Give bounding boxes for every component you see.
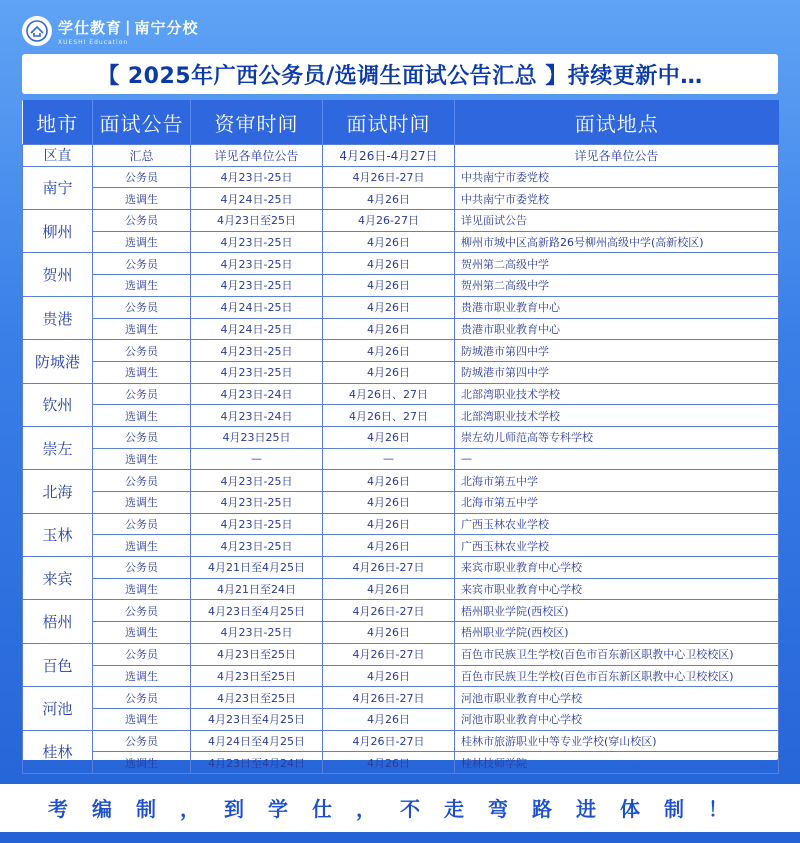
table-row [23,622,779,644]
type-cell: 选调生 [93,578,191,600]
type-cell: 公务员 [93,166,191,188]
type-cell: 选调生 [93,318,191,340]
table-row [23,578,779,600]
location-cell: 贵港市职业教育中心 [455,318,779,340]
review-cell: 4月23日-25日 [191,535,323,557]
type-cell: 公务员 [93,253,191,275]
type-cell: 公务员 [93,513,191,535]
review-cell: 4月21日至4月25日 [191,557,323,579]
city-cell: 玉林 [23,513,93,556]
interview-cell: 4月26-27日 [323,210,455,232]
type-cell: 公务员 [93,687,191,709]
interview-cell: 4月26日 [323,513,455,535]
table-row [23,210,779,232]
city-cell: 桂林 [23,730,93,773]
type-cell: 公务员 [93,600,191,622]
table-row [23,426,779,448]
interview-cell: 4月26日-27日 [323,600,455,622]
location-cell: 桂林技师学院 [455,752,779,774]
city-cell: 北海 [23,470,93,513]
type-cell: 选调生 [93,231,191,253]
schedule-table-card [22,100,778,770]
location-cell: 百色市民族卫生学校(百色市百东新区职教中心卫校校区) [455,665,779,687]
logo-icon [22,16,52,46]
table-row [23,752,779,774]
table-row [23,405,779,427]
table-row [23,600,779,622]
brand-separator: | [125,18,132,36]
interview-cell: 4月26日、27日 [323,383,455,405]
review-cell: 4月23日至4月25日 [191,600,323,622]
interview-cell: 4月26日 [323,231,455,253]
table-row [23,730,779,752]
header-notice: 面试公告 [93,100,191,145]
review-cell: 详见各单位公告 [191,145,323,167]
schedule-table [22,100,779,774]
table-row [23,166,779,188]
interview-cell: 4月26日 [323,622,455,644]
type-cell: 公务员 [93,340,191,362]
table-row [23,253,779,275]
type-cell: 选调生 [93,188,191,210]
location-cell: — [455,448,779,470]
city-cell: 河池 [23,687,93,730]
review-cell: 4月24日-25日 [191,188,323,210]
location-cell: 百色市民族卫生学校(百色市百东新区职教中心卫校校区) [455,643,779,665]
review-cell: 4月23日-25日 [191,361,323,383]
table-row [23,470,779,492]
table-header-row [23,100,779,145]
location-cell: 贵港市职业教育中心 [455,296,779,318]
type-cell: 公务员 [93,643,191,665]
type-cell: 选调生 [93,405,191,427]
location-cell: 梧州职业学院(西校区) [455,600,779,622]
brand-sub: XUESHI Education [58,38,129,46]
city-cell: 钦州 [23,383,93,426]
location-cell: 详见面试公告 [455,210,779,232]
header-review: 资审时间 [191,100,323,145]
location-cell: 北部湾职业技术学校 [455,383,779,405]
review-cell: 4月23日-25日 [191,231,323,253]
table-row [23,643,779,665]
review-cell: 4月23日-25日 [191,340,323,362]
review-cell: 4月23日-25日 [191,492,323,514]
table-row [23,513,779,535]
location-cell: 桂林市旅游职业中等专业学校(穿山校区) [455,730,779,752]
review-cell: 4月24日-25日 [191,296,323,318]
city-cell: 贺州 [23,253,93,296]
table-row [23,340,779,362]
type-cell: 公务员 [93,296,191,318]
interview-cell: 4月26日-27日 [323,166,455,188]
table-row-quxia [23,145,779,167]
header-location: 面试地点 [455,100,779,145]
type-cell: 选调生 [93,708,191,730]
table-row [23,535,779,557]
city-cell: 区直 [23,145,93,167]
review-cell: 4月23日-25日 [191,166,323,188]
table-row [23,296,779,318]
location-cell: 柳州市城中区高新路26号柳州高级中学(高新校区) [455,231,779,253]
review-cell: 4月23日-24日 [191,383,323,405]
location-cell: 贺州第二高级中学 [455,253,779,275]
interview-cell: 4月26日 [323,426,455,448]
location-cell: 梧州职业学院(西校区) [455,622,779,644]
type-cell: 公务员 [93,557,191,579]
location-cell: 中共南宁市委党校 [455,188,779,210]
interview-cell: 4月26日 [323,470,455,492]
review-cell: 4月23日至25日 [191,210,323,232]
location-cell: 广西玉林农业学校 [455,535,779,557]
type-cell: 选调生 [93,622,191,644]
location-cell: 详见各单位公告 [455,145,779,167]
notice-cell: 汇总 [93,145,191,167]
review-cell: 4月23日-25日 [191,513,323,535]
brand-branch: 南宁分校 [134,18,199,37]
table-row [23,383,779,405]
type-cell: 选调生 [93,448,191,470]
table-body [23,145,779,774]
city-cell: 贵港 [23,296,93,339]
interview-cell: 4月26日 [323,752,455,774]
review-cell: 4月23日-25日 [191,622,323,644]
table-row [23,231,779,253]
interview-cell: 4月26日-4月27日 [323,145,455,167]
location-cell: 中共南宁市委党校 [455,166,779,188]
review-cell: 4月23日-25日 [191,275,323,297]
interview-cell: 4月26日 [323,535,455,557]
table-row [23,492,779,514]
brand-name: 学仕教育 [58,18,123,37]
interview-cell: — [323,448,455,470]
interview-cell: 4月26日 [323,665,455,687]
interview-cell: 4月26日、27日 [323,405,455,427]
header-city: 地市 [23,100,93,145]
location-cell: 来宾市职业教育中心学校 [455,578,779,600]
table-row [23,318,779,340]
interview-cell: 4月26日-27日 [323,557,455,579]
location-cell: 北海市第五中学 [455,492,779,514]
city-cell: 梧州 [23,600,93,643]
city-cell: 崇左 [23,426,93,469]
table-row [23,275,779,297]
interview-cell: 4月26日-27日 [323,687,455,709]
city-cell: 南宁 [23,166,93,209]
interview-cell: 4月26日 [323,708,455,730]
review-cell: — [191,448,323,470]
review-cell: 4月23日-25日 [191,470,323,492]
type-cell: 公务员 [93,210,191,232]
type-cell: 选调生 [93,492,191,514]
review-cell: 4月24日-25日 [191,318,323,340]
type-cell: 选调生 [93,665,191,687]
interview-cell: 4月26日 [323,296,455,318]
city-cell: 来宾 [23,557,93,600]
type-cell: 公务员 [93,383,191,405]
review-cell: 4月23日至25日 [191,687,323,709]
city-cell: 百色 [23,643,93,686]
review-cell: 4月23日-25日 [191,253,323,275]
type-cell: 公务员 [93,730,191,752]
interview-cell: 4月26日 [323,253,455,275]
table-row [23,361,779,383]
type-cell: 公务员 [93,426,191,448]
location-cell: 崇左幼儿师范高等专科学校 [455,426,779,448]
interview-cell: 4月26日 [323,578,455,600]
type-cell: 选调生 [93,535,191,557]
table-row [23,708,779,730]
footer [0,772,800,843]
interview-cell: 4月26日 [323,188,455,210]
table-row [23,448,779,470]
location-cell: 北海市第五中学 [455,470,779,492]
header-interview: 面试时间 [323,100,455,145]
review-cell: 4月23日至4月25日 [191,708,323,730]
page-title: 【 2025年广西公务员/选调生面试公告汇总 】持续更新中… [97,63,703,89]
location-cell: 广西玉林农业学校 [455,513,779,535]
interview-cell: 4月26日 [323,318,455,340]
review-cell: 4月23日至4月24日 [191,752,323,774]
interview-cell: 4月26日 [323,340,455,362]
table-row [23,665,779,687]
location-cell: 防城港市第四中学 [455,340,779,362]
interview-cell: 4月26日-27日 [323,643,455,665]
type-cell: 选调生 [93,752,191,774]
review-cell: 4月24日至4月25日 [191,730,323,752]
review-cell: 4月23日-24日 [191,405,323,427]
table-row [23,557,779,579]
location-cell: 来宾市职业教育中心学校 [455,557,779,579]
location-cell: 河池市职业教育中心学校 [455,687,779,709]
table-row [23,188,779,210]
interview-cell: 4月26日-27日 [323,730,455,752]
type-cell: 公务员 [93,470,191,492]
brand-header [22,12,622,50]
review-cell: 4月23日至25日 [191,665,323,687]
logo-text [58,17,199,46]
location-cell: 河池市职业教育中心学校 [455,708,779,730]
interview-cell: 4月26日 [323,492,455,514]
city-cell: 柳州 [23,210,93,253]
location-cell: 防城港市第四中学 [455,361,779,383]
location-cell: 贺州第二高级中学 [455,275,779,297]
type-cell: 选调生 [93,361,191,383]
city-cell: 防城港 [23,340,93,383]
type-cell: 选调生 [93,275,191,297]
title-banner [22,54,778,94]
interview-cell: 4月26日 [323,361,455,383]
location-cell: 北部湾职业技术学校 [455,405,779,427]
review-cell: 4月23日25日 [191,426,323,448]
review-cell: 4月23日至25日 [191,643,323,665]
review-cell: 4月21日至24日 [191,578,323,600]
slogan: 考编制，到学仕，不走弯路进体制！ [0,784,800,832]
table-row [23,687,779,709]
interview-cell: 4月26日 [323,275,455,297]
